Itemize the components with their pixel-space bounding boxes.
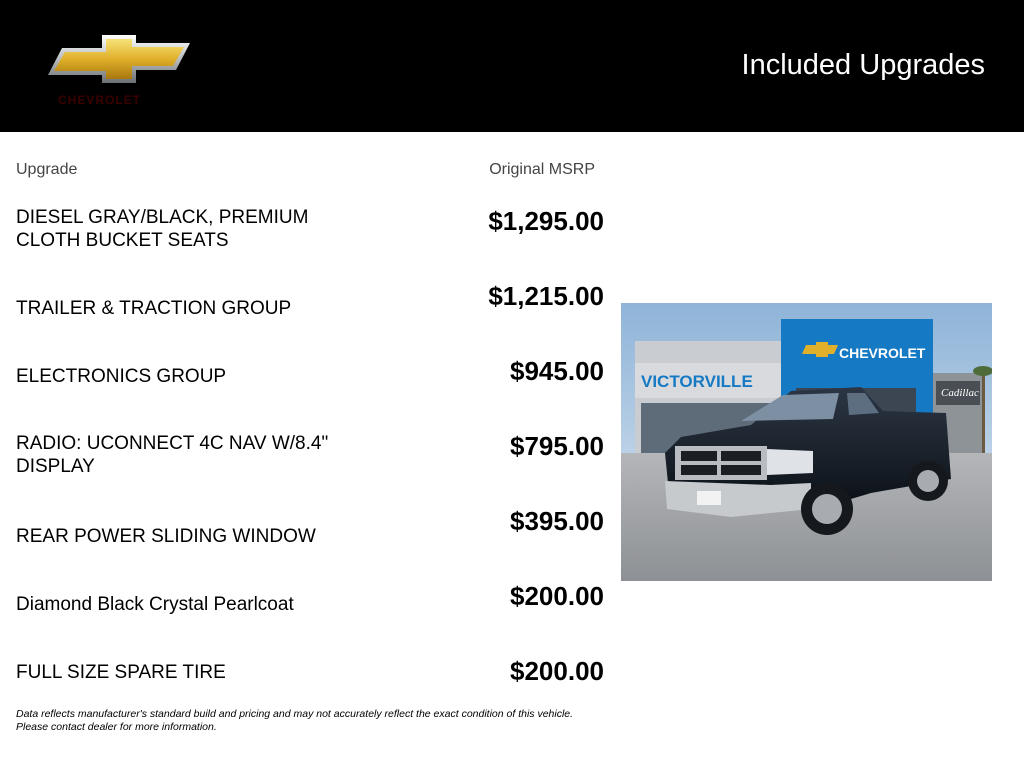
header-bar (0, 0, 1024, 132)
upgrade-row (0, 655, 620, 700)
disclaimer-line: Please contact dealer for more information. (16, 721, 217, 733)
disclaimer (16, 708, 616, 734)
vehicle-photo (621, 303, 992, 581)
upgrade-price: $795.00 (510, 431, 604, 461)
upgrade-price: $1,295.00 (488, 206, 604, 236)
upgrade-name: DIESEL GRAY/BLACK, PREMIUM CLOTH BUCKET SEATS (16, 207, 309, 251)
dealer-sign: VICTORVILLE (641, 372, 753, 391)
column-header-upgrade: Upgrade (16, 161, 78, 178)
upgrade-price: $1,215.00 (488, 281, 604, 311)
upgrade-row (0, 505, 620, 565)
upgrade-name: Diamond Black Crystal Pearlcoat (16, 594, 294, 615)
upgrade-price: $945.00 (510, 356, 604, 386)
upgrade-row (0, 580, 620, 640)
upgrade-name: RADIO: UCONNECT 4C NAV W/8.4" DISPLAY (16, 433, 329, 477)
disclaimer-line: Data reflects manufacturer's standard build and pricing and may not accurately reflect the exact condition of this vehicle. (16, 708, 574, 720)
upgrade-row (0, 430, 620, 490)
upgrade-name: REAR POWER SLIDING WINDOW (16, 526, 316, 547)
brand-sign: CHEVROLET (839, 345, 926, 361)
upgrade-name: FULL SIZE SPARE TIRE (16, 662, 226, 683)
upgrade-price: $200.00 (510, 581, 604, 611)
upgrade-price: $395.00 (510, 506, 604, 536)
side-sign: Cadillac (941, 387, 979, 399)
upgrade-name: TRAILER & TRACTION GROUP (16, 298, 292, 319)
upgrade-row (0, 280, 620, 340)
upgrade-name: ELECTRONICS GROUP (16, 366, 227, 387)
upgrade-row (0, 355, 620, 415)
upgrade-price: $200.00 (510, 656, 604, 686)
upgrade-row (0, 205, 620, 265)
page-title: Included Upgrades (741, 49, 985, 81)
brand-wordmark: CHEVROLET (58, 93, 142, 107)
column-header-msrp: Original MSRP (489, 161, 595, 178)
